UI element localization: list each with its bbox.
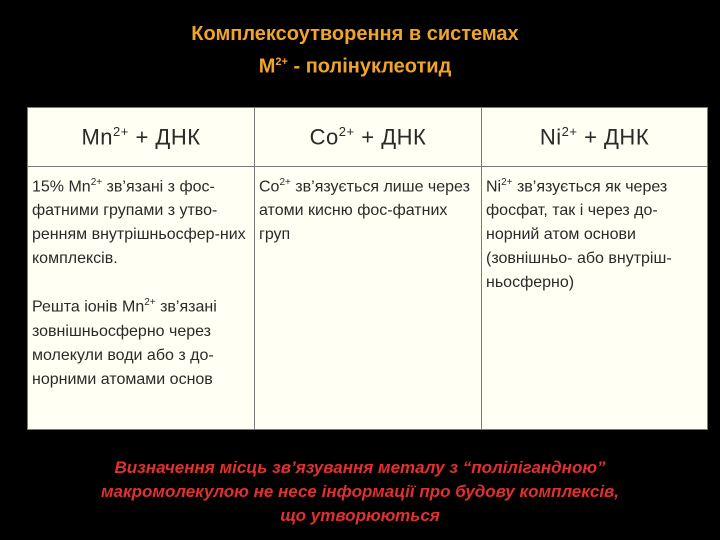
header-co: $Co^{2+}$ + ДНК [255, 108, 482, 167]
header-ni: $Ni^{2+}$ + ДНК [482, 108, 708, 167]
mn-paragraph-2: Решта іонів $Mn^{2+}$ зв’язані зовнішньосферно через молекули води або з до-норними атомами основ [32, 297, 217, 388]
conclusion-line-3: що утворюються [280, 506, 440, 525]
title-line-2 [0, 48, 710, 81]
ni-paragraph: $Ni^{2+}$ зв’язується як через фосфат, так і через до-норний атом основи (зовнішньо- або внутріш-ньосферно) [486, 177, 672, 292]
conclusion-line-1: Визначення місць зв’язування металу з “полілігандною” [114, 458, 606, 477]
title-suffix: - полінуклеотид [287, 55, 452, 78]
cell-co [255, 167, 482, 430]
cell-mn [28, 167, 255, 430]
title-line-1: Комплексоутворення в системах [191, 23, 519, 45]
cell-ni [482, 167, 708, 430]
conclusion-line-2: макромолекулою не несе інформації про будову комплексів, [100, 482, 620, 501]
co-paragraph: $Co^{2+}$ зв’язується лише через атоми кисню фос-фатних груп [259, 177, 470, 244]
comparison-table [27, 107, 708, 430]
slide-title [0, 20, 710, 81]
conclusion-text [0, 456, 720, 528]
title-metal: M [258, 55, 276, 78]
mn-paragraph-1: 15% $Mn^{2+}$ зв’язані з фос-фатними групами з утво-ренням внутрішньосфер-них комплексів. [32, 177, 246, 268]
header-mn: $Mn^{2+}$ + ДНК [28, 108, 255, 167]
title-charge: 2+ [275, 56, 288, 68]
table-body-row [28, 167, 708, 430]
table-header-row [28, 108, 708, 167]
